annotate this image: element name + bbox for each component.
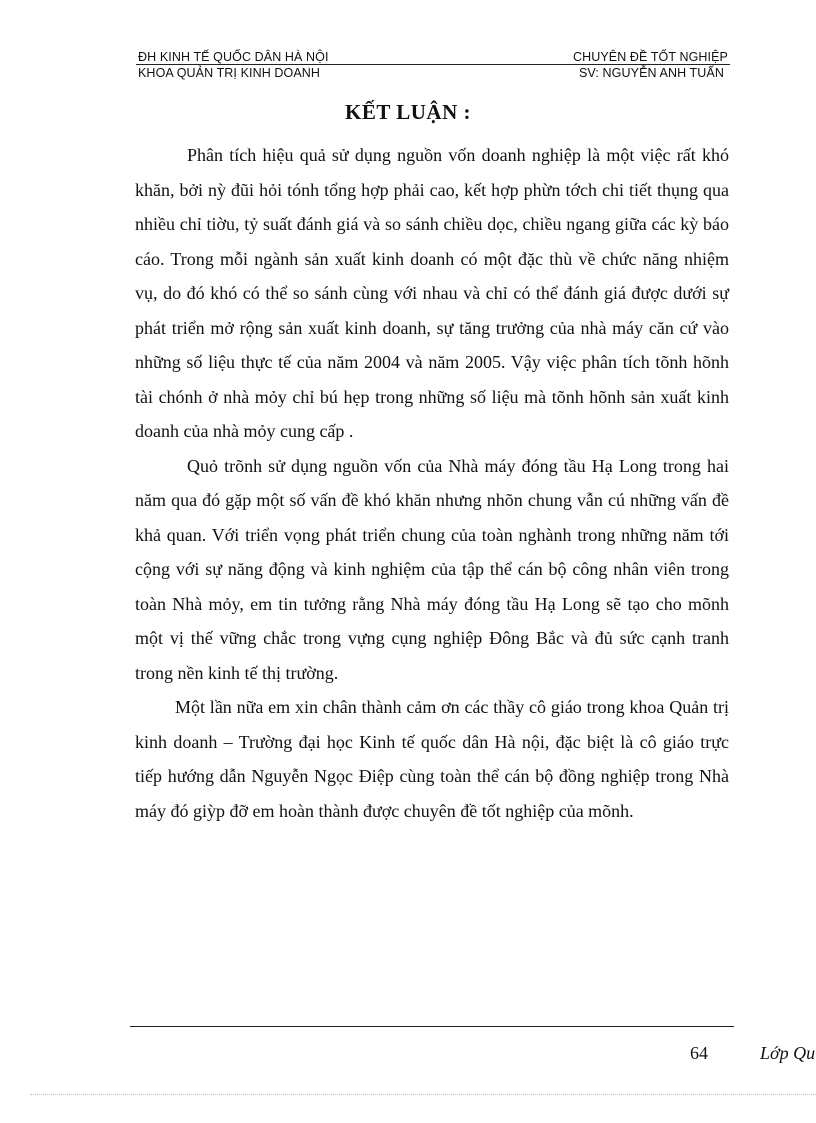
paragraph-acknowledgement: Một lần nữa em xin chân thành cảm ơn các thầy cô giáo trong khoa Quản trị kinh doanh – Trường đại học Kinh tế quốc dân Hà nội, đặc biệt là cô giáo trực tiếp hướng dẫn Nguyễn Ngọc Điệp cùng toàn thể cán bộ đồng nghiệp trong Nhà máy đó giỳp đỡ em hoàn thành được chuyên đề tốt nghiệp của mõnh.	[135, 697, 729, 821]
footer-divider	[130, 1026, 734, 1027]
page-boundary-line	[30, 1094, 816, 1095]
header-divider	[136, 64, 730, 65]
header-document-type: CHUYÊN ĐỀ TỐT NGHIỆP	[572, 50, 728, 64]
header-university: ĐH KINH TẾ QUỐC DÂN HÀ NỘI	[138, 50, 329, 64]
footer-class-label: Lớp Qu	[760, 1043, 816, 1063]
page-title: KẾT LUẬN :	[345, 100, 471, 124]
paragraph-analysis: Phân tích hiệu quả sử dụng nguồn vốn doanh nghiệp là một việc rất khó khăn, bởi nỳ đũi hỏi tónh tổng hợp phải cao, kết hợp phừn tớch chi tiết thụng qua nhiều chỉ tiờu, tỷ suất đánh giá và so sánh chiều dọc, chiều ngang giữa các kỳ báo cáo. Trong mỗi ngành sản xuất kinh doanh có một đặc thù về chức năng nhiệm vụ, do đó khó có thể so sánh cùng với nhau và chỉ có thể đánh giá được dưới sự phát triển mở rộng sản xuất kinh doanh, sự tăng trưởng của nhà máy căn cứ vào những số liệu thực tế của năm 2004 và năm 2005. Vậy việc phân tích tõnh hõnh tài chónh ở nhà mỏy chỉ bú hẹp trong những số liệu mà tõnh hõnh sản xuất kinh doanh của nhà mỏy cung cấp .	[135, 145, 729, 441]
header-student: SV: NGUYỄN ANH TUẤN	[579, 66, 724, 80]
paragraph-outlook: Quỏ trõnh sử dụng nguồn vốn của Nhà máy đóng tầu Hạ Long trong hai năm qua đó gặp một số vấn đề khó khăn nhưng nhõn chung vẫn cú những vấn đề khả quan. Với triển vọng phát triển chung của toàn nghành trong những năm tới cộng với sự năng động và kinh nghiệm của tập thể cán bộ công nhân viên trong toàn Nhà mỏy, em tin tưởng rằng Nhà máy đóng tầu Hạ Long sẽ tạo cho mõnh một vị thế vững chắc trong vựng cụng nghiệp Đông Bắc và đủ sức cạnh tranh trong nền kinh tế thị trường.	[135, 455, 729, 683]
header-faculty: KHOA QUẢN TRỊ KINH DOANH	[138, 66, 321, 80]
page-number: 64	[690, 1043, 708, 1063]
conclusion-body	[135, 138, 729, 828]
